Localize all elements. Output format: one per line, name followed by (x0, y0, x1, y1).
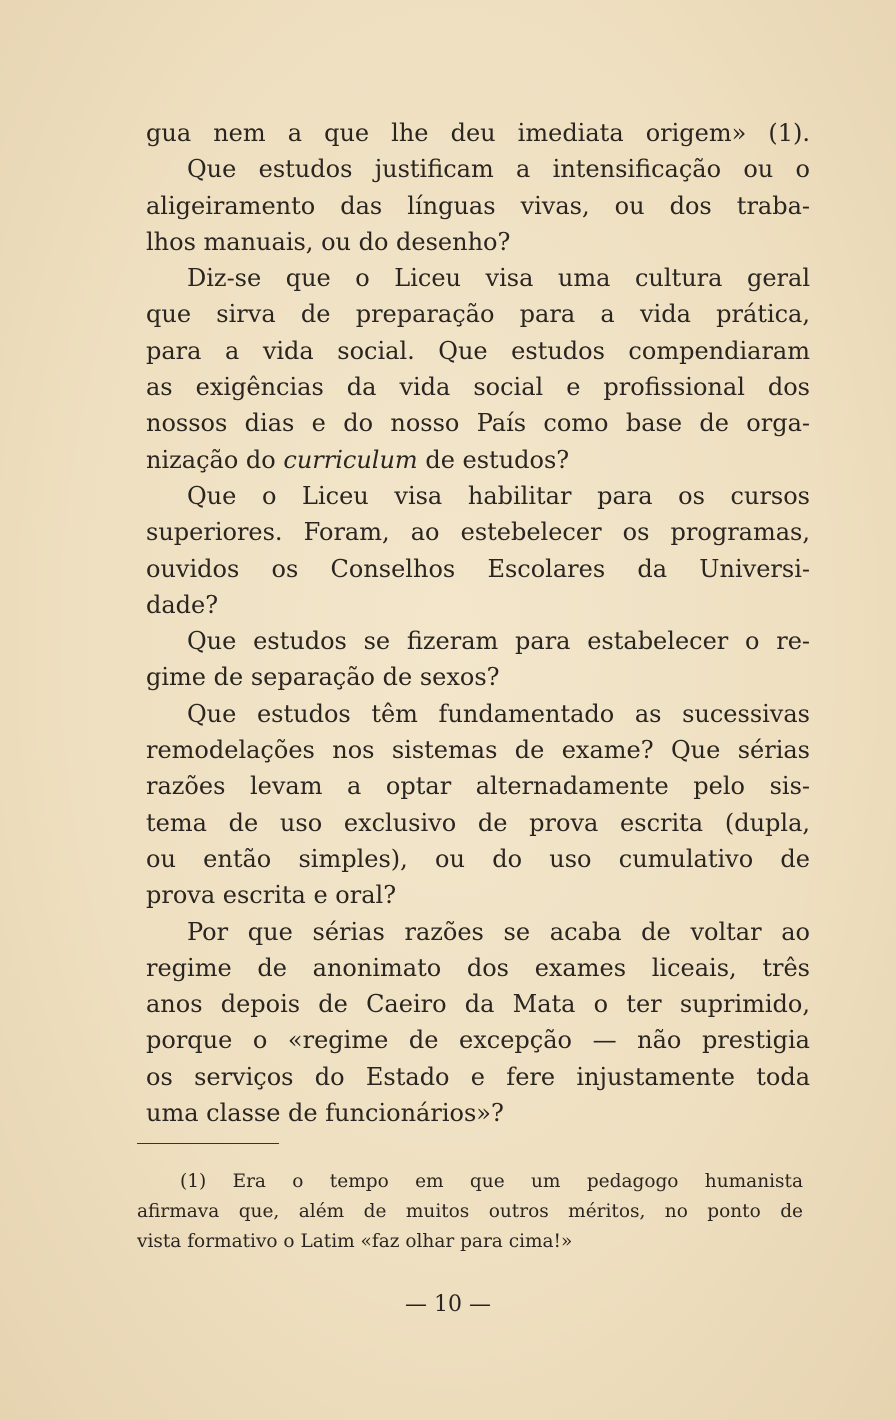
page-number: — 10 — (405, 1292, 491, 1317)
text-line: tema de uso exclusivo de prova escrita (dupla, (146, 808, 810, 837)
text-line: Por que sérias razões se acaba de voltar ao (187, 917, 810, 946)
text-line: superiores. Foram, ao estebelecer os programas, (146, 518, 810, 547)
text-line: Diz-se que o Liceu visa uma cultura geral (187, 264, 810, 293)
text-line: nossos dias e do nosso País como base de orga- (146, 409, 810, 438)
footnote-line: afirmava que, além de muitos outros méritos, no ponto de (137, 1201, 803, 1222)
text-line: Que estudos têm fundamentado as sucessivas (187, 699, 810, 728)
text-line: Que estudos se fizeram para estabelecer o re- (187, 627, 810, 656)
text-fragment: de estudos? (425, 445, 570, 474)
text-line: uma classe de funcionários»? (146, 1099, 504, 1128)
footnote-line: (1) Era o tempo em que um pedagogo humanista (180, 1171, 803, 1192)
text-line: gua nem a que lhe deu imediata origem» (1). (146, 119, 810, 147)
text-line: Que o Liceu visa habilitar para os cursos (187, 481, 810, 510)
text-line: anos depois de Caeiro da Mata o ter suprimido, (146, 990, 810, 1019)
text-line: as exigências da vida social e profissional dos (146, 373, 810, 402)
text-line: regime de anonimato dos exames liceais, três (146, 953, 810, 982)
text-line: Que estudos justificam a intensificação ou o (187, 155, 810, 184)
text-line: que sirva de preparação para a vida prática, (146, 300, 810, 329)
text-line: gime de separação de sexos? (146, 663, 500, 692)
body-text (146, 115, 810, 1131)
text-line: aligeiramento das línguas vivas, ou dos traba- (146, 191, 810, 220)
text-line: ou então simples), ou do uso cumulativo de (146, 844, 810, 873)
text-line: os serviços do Estado e fere injustamente toda (146, 1062, 810, 1091)
footnote (137, 1167, 803, 1257)
text-line: lhos manuais, ou do desenho? (146, 227, 511, 256)
text-line: remodelações nos sistemas de exame? Que sérias (146, 736, 810, 765)
text-fragment: nização do (146, 445, 276, 474)
footnote-divider (137, 1143, 279, 1144)
text-line: dade? (146, 590, 219, 619)
text-line: para a vida social. Que estudos compendiaram (146, 336, 810, 365)
italic-term: curriculum (283, 445, 418, 474)
text-line: porque o «regime de excepção — não prestigia (146, 1026, 810, 1055)
text-line: razões levam a optar alternadamente pelo sis- (146, 772, 810, 801)
text-line: ouvidos os Conselhos Escolares da Universi- (146, 554, 810, 583)
text-line: prova escrita e oral? (146, 881, 397, 910)
footnote-line: vista formativo o Latim «faz olhar para cima!» (137, 1231, 573, 1252)
text-line (146, 442, 810, 478)
